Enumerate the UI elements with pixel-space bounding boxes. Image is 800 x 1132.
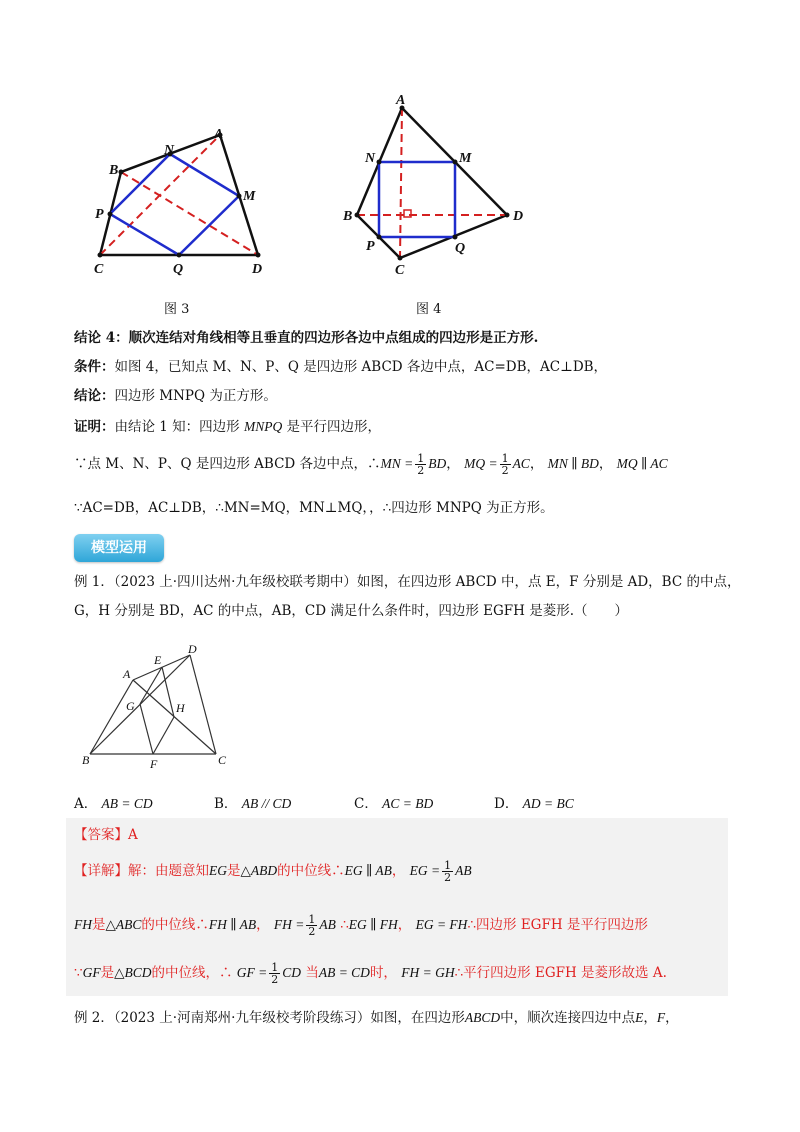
proof-text-1: 由结论 1 知：四边形 <box>114 419 244 435</box>
example2-sep-1: ， <box>643 1010 657 1026</box>
detail-line-2 <box>74 914 648 937</box>
detail-2j: EG ∥ FH <box>348 917 398 932</box>
detail-2d: 的中位线∴ <box>141 917 209 933</box>
condition-text: 如图 4，已知点 M、N、P、Q 是四边形 ABCD 各边中点，AC=DB，AC⊥DB， <box>114 359 608 375</box>
detail-2i: ∴ <box>340 917 349 933</box>
detail-3d: △BCD <box>114 965 152 980</box>
example2-text-c: 中，顺次连接四边中点 <box>500 1010 636 1026</box>
option-d-text: AD = BC <box>522 796 574 811</box>
fig4-label-A: A <box>396 93 406 108</box>
fraction-half-4: $\frac{1}{2}$ <box>308 913 316 938</box>
detail-3h: 当 <box>305 965 319 981</box>
detail-3b: GF <box>82 965 101 980</box>
detail-label: 【详解】 <box>74 863 128 879</box>
ex1-label-B: B <box>82 753 90 767</box>
detail-1f: EG ∥ AB <box>344 863 392 878</box>
option-d <box>494 792 574 812</box>
fraction-half-5: $\frac{1}{2}$ <box>271 961 279 986</box>
eq-mn-left: MN = <box>380 456 414 471</box>
example1-line1: 例 1．（2023 上·四川达州·九年级校联考期中）如图，在四边形 ABCD 中，点 E，F 分别是 AD，BC 的中点， <box>74 574 741 590</box>
eq-mq-right: AC <box>512 456 530 471</box>
fig3-label-P: P <box>95 207 104 222</box>
option-a-key: A． <box>74 796 98 812</box>
separator: ， <box>446 456 460 472</box>
detail-1h: EG = <box>409 863 441 878</box>
detail-1a: 解：由题意知 <box>128 863 209 879</box>
detail-1g: ， <box>391 863 406 879</box>
ex1-label-F: F <box>150 757 158 771</box>
eq-mn-right: BD <box>428 456 447 471</box>
option-a <box>74 792 153 812</box>
ex1-label-C: C <box>218 753 227 767</box>
fraction-half-2: $\frac{1}{2}$ <box>501 452 509 477</box>
detail-1e: 的中位线∴ <box>277 863 345 879</box>
example1-line2: G，H 分别是 BD，AC 的中点，AB，CD 满足什么条件时，四边形 EGFH 是菱形.（ ） <box>74 603 629 619</box>
condition-label: 条件： <box>74 359 115 375</box>
fig3-label-M: M <box>243 189 256 204</box>
ex1-label-E: E <box>154 653 162 667</box>
fig3-label-D: D <box>252 262 263 277</box>
fig4-label-N: N <box>365 151 376 166</box>
detail-1d: △ABD <box>240 863 278 878</box>
proof-midpoints-text: ∵点 M、N、P、Q 是四边形 ABCD 各边中点，∴ <box>74 456 381 472</box>
proof-label: 证明： <box>74 419 115 435</box>
option-d-key: D． <box>494 796 519 812</box>
figure-3-svg <box>80 120 290 280</box>
fraction-half-1: $\frac{1}{2}$ <box>417 452 425 477</box>
detail-3g: CD <box>282 965 302 980</box>
ex1-label-D: D <box>188 642 197 656</box>
conclusion-label: 结论： <box>74 388 115 404</box>
detail-3e: 的中位线，∴ <box>151 965 233 981</box>
answer-line: 【答案】A <box>74 827 138 843</box>
detail-3a: ∵ <box>74 965 83 981</box>
figure-4 <box>335 90 535 290</box>
detail-2e: FH ∥ AB <box>208 917 257 932</box>
detail-2k: ， <box>397 917 412 933</box>
fig4-label-Q: Q <box>455 241 466 256</box>
detail-line-3 <box>74 962 667 985</box>
ex1-label-H: H <box>176 701 185 715</box>
detail-2a: FH <box>74 917 92 932</box>
eq-mq-left: MQ = <box>464 456 498 471</box>
option-b <box>214 792 291 812</box>
example2-point-e: E <box>635 1010 644 1025</box>
ex1-label-A: A <box>123 667 131 681</box>
ex1-label-G: G <box>126 699 135 713</box>
option-b-key: B． <box>214 796 238 812</box>
fig4-label-C: C <box>395 263 405 278</box>
detail-2b: 是 <box>92 917 106 933</box>
example2-quad: ABCD <box>464 1010 501 1025</box>
fig3-label-A: A <box>214 127 224 142</box>
proof-line <box>74 417 381 437</box>
detail-2g: FH = <box>273 917 305 932</box>
proof-quad: MNPQ <box>243 419 283 434</box>
figure-4-caption: 图 4 <box>416 302 442 317</box>
detail-3f: GF = <box>236 965 268 980</box>
proof-line-midpoints <box>74 453 668 476</box>
conclusion-text: 四边形 MNPQ 为正方形。 <box>114 388 277 404</box>
section-badge: 模型运用 <box>74 534 164 562</box>
example2-sep-2: ， <box>665 1010 679 1026</box>
separator: ， <box>598 456 613 472</box>
proof-text-2: 是平行四边形， <box>282 419 382 435</box>
detail-2f: ， <box>256 917 270 933</box>
option-c <box>354 792 433 812</box>
detail-3l: ∴平行四边形 EGFH 是菱形故选 A. <box>454 965 667 981</box>
fig3-label-N: N <box>164 143 175 158</box>
condition-line <box>74 357 607 377</box>
conclusion-title: 结论 4：顺次连结对角线相等且垂直的四边形各边中点组成的四边形是正方形. <box>74 330 539 346</box>
fig3-label-C: C <box>94 262 104 277</box>
detail-1c: 是 <box>227 863 241 879</box>
option-b-text: AB // CD <box>241 796 292 811</box>
fig4-label-B: B <box>343 209 353 224</box>
detail-3i: AB = CD <box>318 965 370 980</box>
detail-2l: EG = FH <box>415 917 468 932</box>
figure-3-caption: 图 3 <box>164 302 190 317</box>
separator: ， <box>529 456 544 472</box>
example1-figure-svg <box>78 640 238 775</box>
fraction-half-3: $\frac{1}{2}$ <box>444 859 452 884</box>
detail-3k: FH = GH <box>401 965 455 980</box>
example2-text-a: 例 2．（2023 上·河南郑州·九年级校考阶段练习）如图，在四边形 <box>74 1010 465 1026</box>
parallel-mn-bd: MN ∥ BD <box>547 456 599 471</box>
parallel-mq-ac: MQ ∥ AC <box>616 456 668 471</box>
proof-line-final: ∵AC=DB，AC⊥DB，∴MN=MQ，MN⊥MQ，，∴四边形 MNPQ 为正方形。 <box>74 500 554 516</box>
detail-2m: ∴四边形 EGFH 是平行四边形 <box>467 917 648 933</box>
figure-4-svg <box>335 90 535 290</box>
detail-1i: AB <box>455 863 472 878</box>
figure-3 <box>80 120 290 280</box>
conclusion-line <box>74 386 277 406</box>
fig4-label-P: P <box>366 239 375 254</box>
example2-point-f: F <box>656 1010 666 1025</box>
option-a-text: AB = CD <box>101 796 153 811</box>
detail-1b: EG <box>209 863 227 878</box>
option-c-text: AC = BD <box>382 796 434 811</box>
fig4-label-M: M <box>459 151 472 166</box>
fig3-label-B: B <box>109 163 119 178</box>
fig3-label-Q: Q <box>173 262 184 277</box>
detail-3c: 是 <box>100 965 115 981</box>
option-c-key: C． <box>354 796 378 812</box>
detail-2c: △ABC <box>105 917 142 932</box>
detail-3j: 时， <box>369 965 397 981</box>
detail-2h: AB <box>319 917 336 932</box>
detail-line-1 <box>74 860 472 883</box>
example1-figure <box>78 640 238 775</box>
example2-line1 <box>74 1008 679 1028</box>
fig4-label-D: D <box>513 209 524 224</box>
